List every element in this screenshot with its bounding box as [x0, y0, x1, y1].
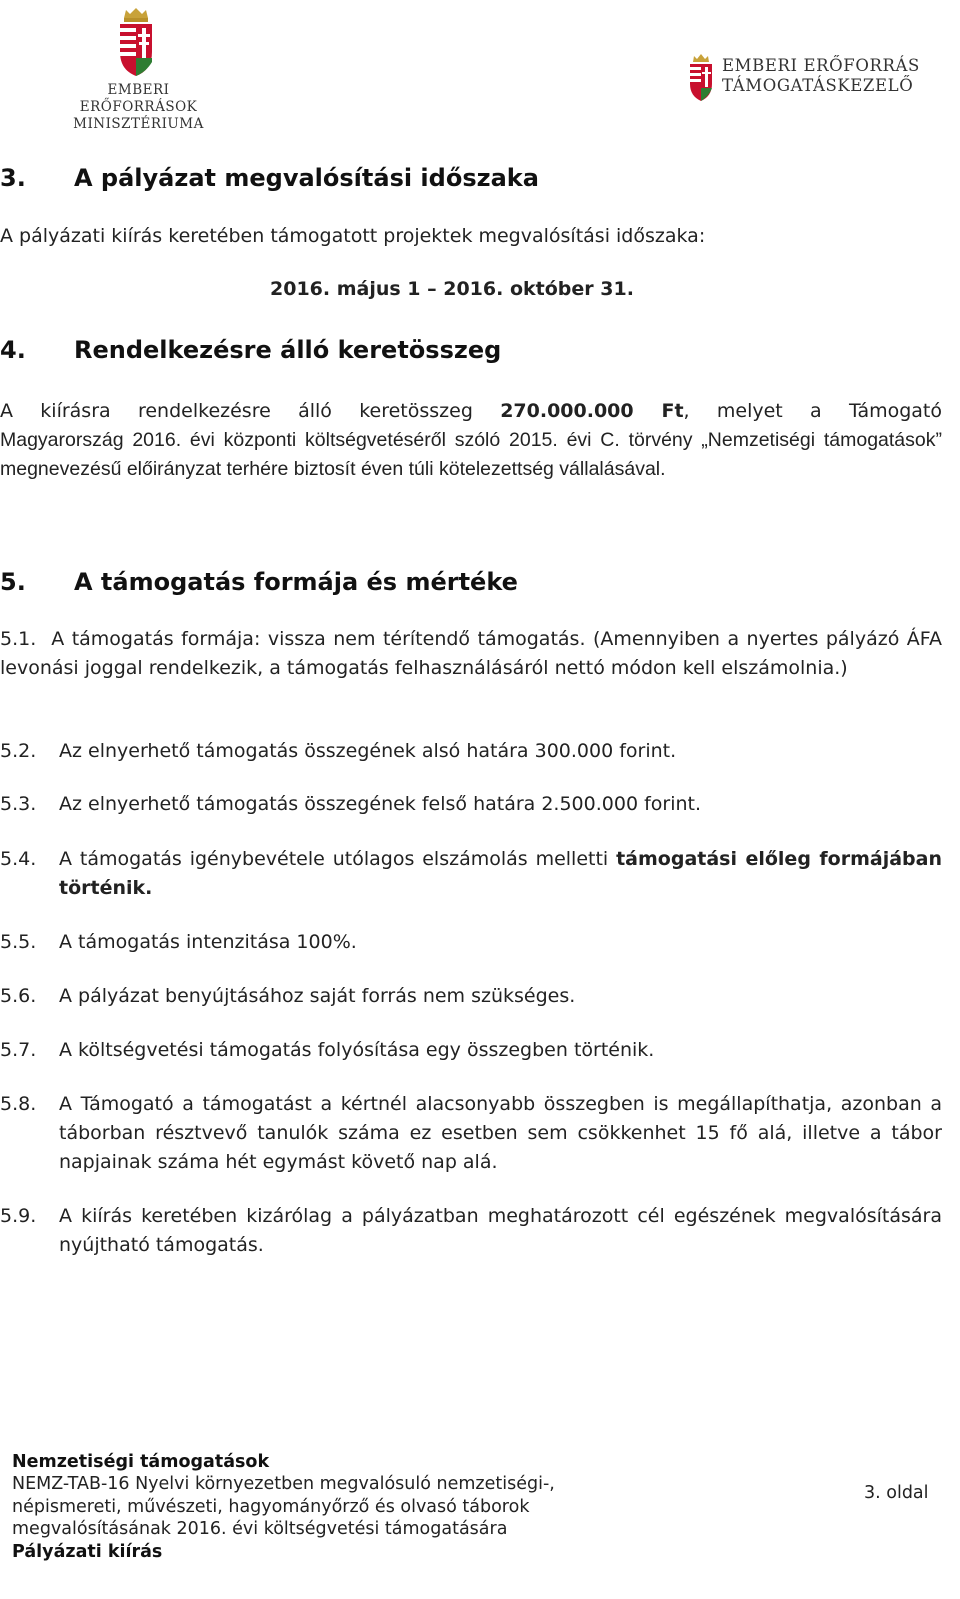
page-number: 3. oldal	[864, 1483, 929, 1503]
subsection-5-8	[0, 1090, 942, 1177]
subsection-5-5	[0, 928, 942, 957]
subsection-text: A kiírás keretében kizárólag a pályázatban meghatározott cél egészének megvalósítására nyújtható támogatás.	[59, 1205, 942, 1256]
ministry-logo	[56, 6, 221, 132]
footer-doc-type: Pályázati kiírás	[12, 1541, 163, 1562]
agency-name-line2: TÁMOGATÁSKEZELŐ	[722, 76, 914, 95]
advance-payment-text: támogatási előleg formájában történik.	[59, 848, 942, 899]
text: A kiírásra rendelkezésre álló keretösszeg	[0, 400, 501, 422]
section-3-heading	[0, 163, 700, 193]
section-4-paragraph-rest: Magyarország 2016. évi központi költségvetéséről szóló 2015. évi C. törvény „Nemzetiségi támogatások” megnevezésű előirányzat terhére biztosít éven túli kötelezettség vállalásával.	[0, 429, 942, 480]
subsection-number: 5.1.	[0, 628, 37, 650]
subsection-number: 5.2.	[0, 740, 37, 762]
section-4-heading	[0, 335, 700, 365]
subsection-number: 5.5.	[0, 931, 37, 953]
subsection-number: 5.4.	[0, 848, 37, 870]
subsection-number: 5.8.	[0, 1093, 37, 1115]
agency-logo	[686, 50, 946, 106]
section-3-intro: A pályázati kiírás keretében támogatott projektek megvalósítási időszaka:	[0, 225, 706, 247]
subsection-number: 5.9.	[0, 1205, 37, 1227]
footer-line: megvalósításának 2016. évi költségvetési támogatására	[12, 1519, 508, 1539]
section-title: A pályázat megvalósítási időszaka	[74, 164, 539, 192]
subsection-text: Az elnyerhető támogatás összegének alsó határa 300.000 forint.	[59, 740, 677, 762]
subsection-number: 5.3.	[0, 793, 37, 815]
section-title: A támogatás formája és mértéke	[74, 568, 518, 596]
section-number: 4.	[0, 336, 26, 364]
text: A támogatás igénybevétele utólagos elszámolás melletti	[59, 848, 617, 870]
implementation-period: 2016. május 1 – 2016. október 31.	[270, 278, 634, 300]
subsection-5-3	[0, 790, 942, 819]
subsection-number: 5.6.	[0, 985, 37, 1007]
ministry-name-line1: EMBERI ERŐFORRÁSOK	[79, 82, 198, 115]
subsection-text: A pályázat benyújtásához saját forrás nem szükséges.	[59, 985, 576, 1007]
section-5-heading	[0, 567, 700, 597]
subsection-text: A Támogató a támogatást a kértnél alacsonyabb összegben is megállapíthatja, azonban a táborban résztvevő tanulók száma ez esetben sem csökkenhet 15 fő alá, illetve a tábor napjainak száma hét egymást követő nap alá.	[59, 1093, 942, 1173]
subsection-number: 5.7.	[0, 1039, 37, 1061]
section-number: 3.	[0, 164, 26, 192]
subsection-5-4	[0, 845, 942, 903]
subsection-5-9	[0, 1202, 942, 1260]
coat-of-arms-icon	[688, 54, 714, 102]
coat-of-arms-icon	[116, 6, 156, 78]
section-number: 5.	[0, 568, 26, 596]
subsection-5-1	[0, 625, 942, 683]
section-4-paragraph-line1	[0, 397, 942, 426]
footer-line: NEMZ-TAB-16 Nyelvi környezetben megvalósuló nemzetiségi-,	[12, 1474, 555, 1494]
subsection-5-6	[0, 982, 942, 1011]
subsection-text: Az elnyerhető támogatás összegének felső határa 2.500.000 forint.	[59, 793, 702, 815]
agency-name-line1: EMBERI ERŐFORRÁS	[722, 56, 920, 75]
ministry-name-line2: MINISZTÉRIUMA	[73, 116, 204, 132]
text: , melyet a Támogató	[683, 400, 942, 422]
subsection-5-2	[0, 737, 942, 766]
subsection-text	[59, 845, 942, 903]
footer-title: Nemzetiségi támogatások	[12, 1452, 270, 1472]
page-footer	[12, 1451, 712, 1563]
subsection-5-7	[0, 1036, 942, 1065]
budget-amount: 270.000.000 Ft	[500, 400, 684, 422]
section-title: Rendelkezésre álló keretösszeg	[74, 336, 502, 364]
subsection-text: A költségvetési támogatás folyósítása egy összegben történik.	[59, 1039, 655, 1061]
footer-line: népismereti, művészeti, hagyományőrző és olvasó táborok	[12, 1496, 530, 1517]
subsection-text: A támogatás formája: vissza nem térítendő támogatás. (Amennyiben a nyertes pályázó ÁFA levonási joggal rendelkezik, a támogatás felhasználásáról nettó módon kell elszámolnia.)	[0, 628, 942, 679]
subsection-text: A támogatás intenzitása 100%.	[59, 931, 357, 953]
